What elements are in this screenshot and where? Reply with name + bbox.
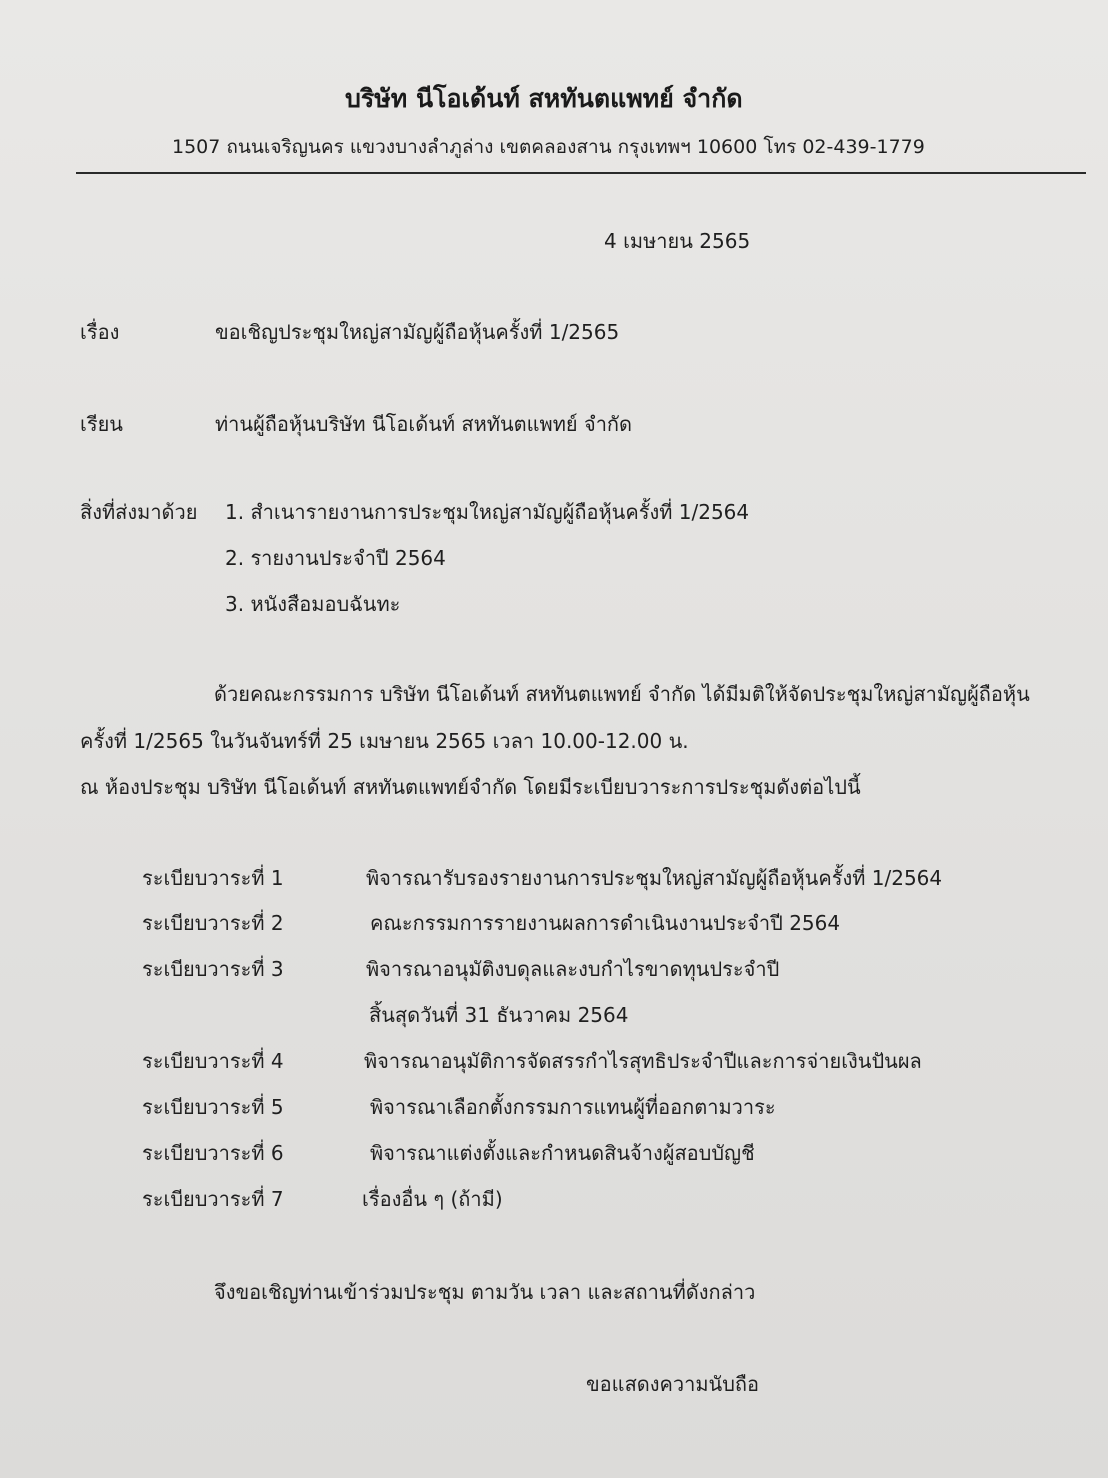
closing-invitation: จึงขอเชิญท่านเข้าร่วมประชุม ตามวัน เวลา และสถานที่ดังกล่าว xyxy=(214,1280,756,1304)
agenda-item-text: พิจารณาอนุมัติงบดุลและงบกำไรขาดทุนประจำปี xyxy=(366,957,780,981)
body-paragraph-line: ครั้งที่ 1/2565 ในวันจันทร์ที่ 25 เมษายน 2565 เวลา 10.00-12.00 น. xyxy=(80,729,689,753)
recipient-label: เรียน xyxy=(80,412,123,436)
letter-date: 4 เมษายน 2565 xyxy=(604,229,751,253)
recipient-text: ท่านผู้ถือหุ้นบริษัท นีโอเด้นท์ สหทันตแพทย์ จำกัด xyxy=(215,412,633,436)
enclosure-item: 3. หนังสือมอบฉันทะ xyxy=(225,592,401,616)
body-paragraph-line: ด้วยคณะกรรมการ บริษัท นีโอเด้นท์ สหทันตแพทย์ จำกัด ได้มีมติให้จัดประชุมใหญ่สามัญผู้ถือหุ้น xyxy=(214,682,1030,706)
body-paragraph-line: ณ ห้องประชุม บริษัท นีโอเด้นท์ สหทันตแพทย์จำกัด โดยมีระเบียบวาระการประชุมดังต่อไปนี้ xyxy=(80,775,861,799)
company-address: 1507 ถนนเจริญนคร แขวงบางลำภูล่าง เขตคลองสาน กรุงเทพฯ 10600 โทร 02-439-1779 xyxy=(172,136,925,158)
enclosure-item: 2. รายงานประจำปี 2564 xyxy=(225,546,446,570)
agenda-item-text: เรื่องอื่น ๆ (ถ้ามี) xyxy=(362,1187,503,1211)
letterhead-divider xyxy=(76,172,1086,174)
agenda-item-label: ระเบียบวาระที่ 6 xyxy=(142,1141,284,1165)
subject-text: ขอเชิญประชุมใหญ่สามัญผู้ถือหุ้นครั้งที่ 1/2565 xyxy=(215,320,620,344)
agenda-item-text: พิจารณาอนุมัติการจัดสรรกำไรสุทธิประจำปีและการจ่ายเงินปันผล xyxy=(364,1049,922,1073)
agenda-item-label: ระเบียบวาระที่ 3 xyxy=(142,957,284,981)
subject-label: เรื่อง xyxy=(80,320,120,344)
agenda-item-label: ระเบียบวาระที่ 4 xyxy=(142,1049,284,1073)
company-name: บริษัท นีโอเด้นท์ สหทันตแพทย์ จำกัด xyxy=(345,84,743,113)
agenda-item-label: ระเบียบวาระที่ 5 xyxy=(142,1095,284,1119)
agenda-item-text: พิจารณาเลือกตั้งกรรมการแทนผู้ที่ออกตามวาระ xyxy=(370,1095,776,1119)
agenda-item-label: ระเบียบวาระที่ 2 xyxy=(142,911,284,935)
agenda-item-text: พิจารณารับรองรายงานการประชุมใหญ่สามัญผู้ถือหุ้นครั้งที่ 1/2564 xyxy=(366,866,943,890)
agenda-item-text-continued: สิ้นสุดวันที่ 31 ธันวาคม 2564 xyxy=(369,1003,629,1027)
enclosures-label: สิ่งที่ส่งมาด้วย xyxy=(80,500,198,524)
enclosure-item: 1. สำเนารายงานการประชุมใหญ่สามัญผู้ถือหุ้นครั้งที่ 1/2564 xyxy=(225,500,750,524)
agenda-item-text: คณะกรรมการรายงานผลการดำเนินงานประจำปี 2564 xyxy=(370,911,841,935)
sign-off: ขอแสดงความนับถือ xyxy=(586,1372,760,1396)
agenda-item-label: ระเบียบวาระที่ 1 xyxy=(142,866,284,890)
agenda-item-text: พิจารณาแต่งตั้งและกำหนดสินจ้างผู้สอบบัญชี xyxy=(370,1141,755,1165)
agenda-item-label: ระเบียบวาระที่ 7 xyxy=(142,1187,284,1211)
